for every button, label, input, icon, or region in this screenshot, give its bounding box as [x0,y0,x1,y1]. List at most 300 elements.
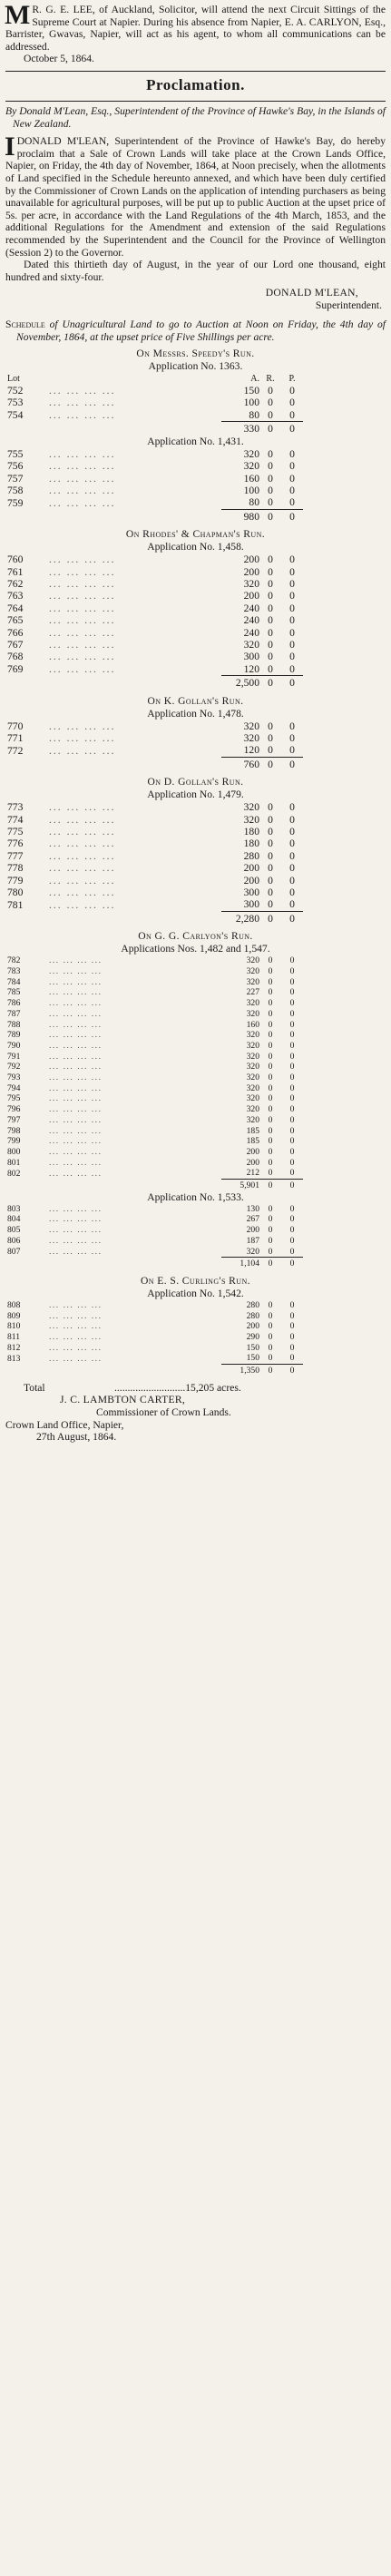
table-row [7,1073,303,1083]
lot-cell-p: 0 [289,1104,295,1115]
subtotal-cell: 0 [281,676,303,690]
lot-cell-dots: ... ... ... ... [49,965,103,976]
lot-cell-a: 200 [243,565,259,578]
table-row [7,1041,303,1052]
application-heading: Application No. 1,542. [147,1287,244,1299]
lot-cell-p: 0 [289,1125,295,1136]
lot-cell-dots: ... ... ... ... [49,460,116,473]
lot-cell-dots: ... ... ... ... [49,720,116,732]
closing-name: J. C. LAMBTON CARTER, [60,1394,186,1406]
table-row [7,1093,303,1104]
subtotal-cell [7,911,49,925]
proclamation-body-text: DONALD M'LEAN, Superintendent of the Province of Hawke's Bay, do hereby proclaim that a Sale of Crown Lands will take place at the Crown Lands Office, Napier, on Friday, the 4th day of November, 1864, at Noon precisely, when the allotments of Land specified in the Schedule hereunto annexed, and which have been duly certified by the Commissioner of Crown Lands on the application of intending purchasers as being unavailable for agricultural purposes, will be put up to public Auction at the upset price of 5s. per acre, in accordance with the Land Regulations of the 4th March, 1853, and the additional Regulations for the Amendment and extension of the said Regulations recommended by the Superintendent and the Council for the Province of Wellington (Session 2) to the Governor. [5,135,386,259]
lot-cell-a: 80 [249,408,259,421]
lot-cell-lot: 812 [7,1342,21,1353]
lot-table [7,373,303,436]
subtotal-cell [7,1258,49,1269]
subtotal-cell: 5,901 [221,1180,259,1191]
lot-cell-p: 0 [289,447,295,460]
subtotal-cell [49,1258,221,1269]
table-row [7,1083,303,1094]
lot-cell-dots: ... ... ... ... [49,409,116,422]
section-rule [5,101,386,102]
table-row [7,397,303,408]
lot-cell-lot: 760 [7,553,24,566]
run-heading: On E. S. Curling's Run. [141,1274,250,1287]
run-block [5,930,386,1269]
lot-cell-dots: ... ... ... ... [49,862,116,875]
run-heading: On G. G. Carlyon's Run. [138,930,253,943]
subtotal-cell: 0 [281,1365,303,1376]
lot-cell-p: 0 [289,998,295,1009]
lot-cell-a: 130 [246,1203,259,1214]
lot-cell-r: 0 [268,1040,273,1051]
lot-cell-lot: 783 [7,965,21,976]
lot-cell-lot: 810 [7,1321,21,1332]
application-heading: Application No. 1,431. [147,435,244,447]
lot-cell-r: 0 [268,1310,273,1321]
lot-cell-lot: 776 [7,837,24,850]
table-row [7,1343,303,1354]
lot-cell-p: 0 [289,898,295,911]
lot-cell-r: 0 [268,1353,273,1364]
lot-cell-r: 0 [268,577,273,590]
lot-cell-dots: ... ... ... ... [49,1104,103,1115]
lot-cell-p: 0 [289,1062,295,1073]
lot-cell-p: 0 [289,744,295,757]
lot-cell-lot: 803 [7,1203,21,1214]
subtotal-cell: 0 [259,1258,281,1269]
lot-cell-p: 0 [289,626,295,639]
lot-cell-r: 0 [268,813,273,826]
lot-cell-r: 0 [268,397,273,409]
lot-cell-r: 0 [268,1157,273,1168]
table-row [7,1168,303,1179]
lot-cell-lot: 790 [7,1040,21,1051]
lot-cell-dots: ... ... ... ... [49,1062,103,1073]
lot-cell-r: 0 [268,1019,273,1030]
lot-table [7,801,303,925]
subtotal-row [7,422,303,436]
lot-cell-a: 320 [246,1030,259,1041]
table-row [7,1009,303,1020]
lot-cell-a: 320 [243,813,259,826]
table-row [7,553,303,565]
lot-cell-a: 150 [246,1353,259,1364]
lot-cell-a: 212 [246,1168,259,1179]
lot-cell-lot: 791 [7,1051,21,1062]
subtotal-cell: 2,280 [221,911,259,925]
table-row [7,1020,303,1031]
lot-cell-dots: ... ... ... ... [49,998,103,1009]
lot-cell-dots: ... ... ... ... [49,1168,103,1179]
table-row [7,485,303,496]
table-row [7,1104,303,1115]
lot-cell-lot: 771 [7,732,24,744]
lot-cell-p: 0 [289,602,295,614]
lot-cell-r: 0 [268,472,273,485]
lot-cell-p: 0 [289,1246,295,1257]
table-row [7,1236,303,1247]
lot-cell-r: 0 [268,1332,273,1343]
lot-cell-dots: ... ... ... ... [49,496,116,509]
proclamation-dropcap: I [5,132,15,162]
lot-cell-dots: ... ... ... ... [49,663,116,676]
table-row [7,578,303,590]
subtotal-row [7,509,303,523]
lot-cell-dots: ... ... ... ... [49,1114,103,1125]
lot-cell-a: 240 [243,602,259,614]
lot-cell-r: 0 [268,1203,273,1214]
lot-cell-a: 280 [246,1299,259,1310]
subtotal-cell [7,509,49,523]
lot-cell-r: 0 [268,553,273,566]
lot-cell-lot: 763 [7,590,24,602]
lot-cell-a: 320 [246,998,259,1009]
lot-cell-r: 0 [268,1214,273,1225]
proclamation-dated: Dated this thirtieth day of August, in the year of our Lord one thousand, eight hundred and sixty-four. [5,259,386,283]
lot-cell-p: 0 [289,590,295,602]
lot-cell-a: 267 [246,1214,259,1225]
schedule-runs [5,348,386,1376]
lot-cell-lot: 806 [7,1235,21,1246]
lot-cell-p: 0 [289,553,295,566]
lot-cell-p: 0 [289,484,295,496]
table-row [7,1062,303,1073]
lot-cell-dots: ... ... ... ... [49,1299,103,1310]
application-heading: Application No. 1,478. [147,707,244,720]
lot-cell-lot: 801 [7,1157,21,1168]
lot-cell-lot: 753 [7,397,24,409]
lot-cell-lot: 766 [7,626,24,639]
lot-cell-p: 0 [289,813,295,826]
grand-total-value: ...........................15,205 acres. [114,1381,241,1394]
lot-cell-a: 290 [246,1332,259,1343]
lot-cell-p: 0 [289,1225,295,1236]
table-row [7,826,303,837]
lot-cell-lot: 807 [7,1246,21,1257]
table-row [7,1311,303,1322]
lot-cell-p: 0 [289,496,295,509]
lot-cell-dots: ... ... ... ... [49,1019,103,1030]
lot-cell-dots: ... ... ... ... [49,1246,103,1257]
lot-cell-a: 120 [243,662,259,675]
application-heading: Application No. 1,479. [147,788,244,801]
lot-cell-a: 300 [243,898,259,911]
lot-cell-r: 0 [268,496,273,509]
lot-cell-r: 0 [268,955,273,966]
run-block [5,1275,386,1376]
lot-cell-r: 0 [268,1093,273,1104]
lot-cell-a: 200 [243,590,259,602]
lot-cell-r: 0 [268,565,273,578]
proclamation-title: Proclamation. [146,75,245,93]
lot-cell-lot: 798 [7,1125,21,1136]
lot-cell-r: 0 [268,408,273,421]
table-row [7,720,303,732]
lot-cell-r: 0 [268,1246,273,1257]
subtotal-cell: 1,350 [221,1365,259,1376]
lot-cell-p: 0 [289,955,295,966]
lot-cell-p: 0 [289,1019,295,1030]
lot-cell-p: 0 [289,1008,295,1019]
table-row [7,1126,303,1137]
lot-cell-dots: ... ... ... ... [49,397,116,409]
subtotal-cell: 760 [221,757,259,770]
lot-cell-p: 0 [289,1157,295,1168]
lot-cell-lot: 779 [7,874,24,886]
lot-table [7,448,303,523]
lot-cell-a: 200 [246,1225,259,1236]
lot-cell-lot: 781 [7,898,24,911]
lot-table [7,1300,303,1376]
lot-cell-a: 180 [243,837,259,850]
lot-cell-dots: ... ... ... ... [49,976,103,987]
run-heading: On K. Gollan's Run. [147,694,244,707]
table-row [7,1247,303,1258]
table-row [7,801,303,813]
notice-date: October 5, 1864. [24,53,94,65]
lot-cell-p: 0 [289,965,295,976]
lot-cell-r: 0 [268,1125,273,1136]
lot-cell-dots: ... ... ... ... [49,744,116,757]
lot-cell-lot: 813 [7,1353,21,1364]
closing-date: 27th August, 1864. [36,1431,117,1444]
notice-dropcap: M [5,0,31,30]
table-row [7,837,303,849]
lot-cell-r: 0 [268,1104,273,1115]
lot-cell-dots: ... ... ... ... [49,849,116,862]
subtotal-row [7,676,303,690]
table-row [7,862,303,874]
run-block [5,695,386,771]
lot-cell-p: 0 [289,1051,295,1062]
lot-cell-a: 100 [243,484,259,496]
lot-cell-dots: ... ... ... ... [49,813,116,826]
lot-cell-p: 0 [289,638,295,651]
lot-cell-lot: 793 [7,1073,21,1083]
subtotal-cell [49,676,221,690]
lot-cell-dots: ... ... ... ... [49,886,116,899]
table-row [7,1204,303,1215]
lot-cell-r: 0 [268,732,273,744]
lot-cell-r: 0 [268,998,273,1009]
lot-cell-r: 0 [268,484,273,496]
lot-cell-a: 320 [246,955,259,966]
lot-cell-r: 0 [268,1299,273,1310]
lot-cell-a: 320 [243,447,259,460]
subtotal-row [7,1365,303,1376]
subtotal-row [7,911,303,925]
lot-cell-r: 0 [268,826,273,838]
table-row [7,1214,303,1225]
lot-cell-dots: ... ... ... ... [49,651,116,663]
closing-title: Commissioner of Crown Lands. [96,1406,231,1419]
table-row [7,732,303,744]
lot-cell-lot: 778 [7,862,24,875]
lot-cell-a: 200 [246,1157,259,1168]
lot-cell-dots: ... ... ... ... [49,1214,103,1225]
lot-cell-p: 0 [289,1136,295,1147]
subtotal-cell: 0 [259,1180,281,1191]
lot-cell-p: 0 [289,1342,295,1353]
lot-cell-lot: 767 [7,638,24,651]
subtotal-cell: 0 [259,676,281,690]
subtotal-cell: 0 [259,911,281,925]
subtotal-cell [7,1365,49,1376]
lot-cell-p: 0 [289,1332,295,1343]
lot-cell-a: 320 [246,1104,259,1115]
lot-cell-a: 320 [246,1082,259,1093]
lot-cell-lot: 752 [7,385,24,397]
table-row [7,987,303,998]
lot-cell-a: 300 [243,651,259,663]
lot-cell-a: 320 [246,1093,259,1104]
lot-cell-p: 0 [289,385,295,397]
lot-cell-lot: 773 [7,801,24,814]
table-row [7,875,303,886]
table-row [7,744,303,757]
lot-cell-lot: 797 [7,1114,21,1125]
lot-cell-p: 0 [289,849,295,862]
lot-cell-p: 0 [289,1235,295,1246]
column-header-row [7,373,303,385]
subtotal-cell [7,676,49,690]
lot-cell-r: 0 [268,1168,273,1179]
lot-cell-a: 80 [249,496,259,509]
lot-cell-lot: 768 [7,651,24,663]
subtotal-cell [7,757,49,770]
lot-cell-a: 200 [243,874,259,886]
lot-cell-p: 0 [289,1040,295,1051]
table-row [7,814,303,826]
lot-cell-lot: 769 [7,663,24,676]
lot-cell-dots: ... ... ... ... [49,614,116,627]
column-header: R. [266,373,275,384]
lot-cell-a: 300 [243,886,259,899]
lot-cell-p: 0 [289,720,295,732]
lot-cell-a: 200 [246,1146,259,1157]
lot-cell-dots: ... ... ... ... [49,385,116,397]
proclamation-authority: By Donald M'Lean, Esq., Superintendent of the Province of Hawke's Bay, in the Islands of New Zealand. [5,104,386,130]
table-row [7,1321,303,1332]
lot-cell-p: 0 [289,397,295,409]
lot-cell-lot: 811 [7,1332,21,1343]
lot-cell-dots: ... ... ... ... [49,1342,103,1353]
subtotal-cell: 0 [259,509,281,523]
lot-cell-dots: ... ... ... ... [49,1008,103,1019]
lot-cell-p: 0 [289,1353,295,1364]
table-row [7,566,303,578]
subtotal-cell [49,911,221,925]
run-heading: On Rhodes' & Chapman's Run. [125,528,266,541]
lot-cell-p: 0 [289,1310,295,1321]
lot-cell-a: 320 [246,976,259,987]
lot-cell-a: 200 [243,553,259,566]
lot-cell-a: 320 [243,460,259,473]
column-header [49,373,221,385]
lot-cell-dots: ... ... ... ... [49,565,116,578]
table-row [7,473,303,485]
lot-cell-a: 320 [246,1040,259,1051]
lot-cell-a: 320 [243,720,259,732]
lot-cell-lot: 782 [7,955,21,966]
lot-cell-lot: 757 [7,472,24,485]
lot-cell-r: 0 [268,720,273,732]
table-row [7,1136,303,1147]
subtotal-cell [49,1180,221,1191]
subtotal-cell [7,1180,49,1191]
lot-cell-r: 0 [268,638,273,651]
lot-cell-dots: ... ... ... ... [49,732,116,744]
application-heading: Application No. 1,533. [147,1190,244,1203]
lot-cell-dots: ... ... ... ... [49,955,103,966]
table-row [7,409,303,422]
lot-cell-p: 0 [289,976,295,987]
table-row [7,977,303,988]
lot-cell-dots: ... ... ... ... [49,898,116,911]
lot-cell-dots: ... ... ... ... [49,1332,103,1343]
lot-cell-a: 320 [246,965,259,976]
lot-cell-r: 0 [268,447,273,460]
lot-cell-lot: 796 [7,1104,21,1115]
lot-cell-p: 0 [289,801,295,814]
lot-cell-lot: 761 [7,565,24,578]
lot-cell-r: 0 [268,862,273,875]
lot-cell-r: 0 [268,614,273,627]
lot-cell-p: 0 [289,1082,295,1093]
lot-cell-dots: ... ... ... ... [49,447,116,460]
lot-cell-a: 150 [246,1342,259,1353]
lot-cell-dots: ... ... ... ... [49,1030,103,1041]
table-row [7,627,303,639]
table-row [7,1115,303,1126]
subtotal-row [7,1180,303,1191]
lot-cell-lot: 780 [7,886,24,899]
lot-cell-lot: 786 [7,998,21,1009]
run-heading: On D. Gollan's Run. [147,776,244,788]
lot-cell-lot: 805 [7,1225,21,1236]
table-row [7,639,303,651]
lot-cell-dots: ... ... ... ... [49,577,116,590]
table-row [7,1225,303,1236]
lot-cell-a: 320 [243,577,259,590]
lot-cell-dots: ... ... ... ... [49,1225,103,1236]
subtotal-cell: 980 [221,509,259,523]
lot-cell-dots: ... ... ... ... [49,1082,103,1093]
lot-cell-dots: ... ... ... ... [49,1203,103,1214]
subtotal-cell: 0 [281,1180,303,1191]
lot-cell-lot: 775 [7,826,24,838]
lot-cell-p: 0 [289,1073,295,1083]
lot-cell-dots: ... ... ... ... [49,1146,103,1157]
lot-cell-r: 0 [268,1030,273,1041]
lot-cell-r: 0 [268,460,273,473]
lot-cell-a: 240 [243,626,259,639]
lot-cell-a: 240 [243,614,259,627]
lot-cell-lot: 795 [7,1093,21,1104]
subtotal-row [7,1258,303,1269]
closing-office: Crown Land Office, Napier, [5,1418,124,1431]
lot-cell-p: 0 [289,577,295,590]
subtotal-row [7,757,303,770]
lot-cell-dots: ... ... ... ... [49,1321,103,1332]
lot-cell-lot: 756 [7,460,24,473]
application-heading: Application No. 1,458. [147,541,244,553]
lot-cell-lot: 787 [7,1008,21,1019]
table-row [7,1353,303,1364]
lot-cell-p: 0 [289,662,295,675]
